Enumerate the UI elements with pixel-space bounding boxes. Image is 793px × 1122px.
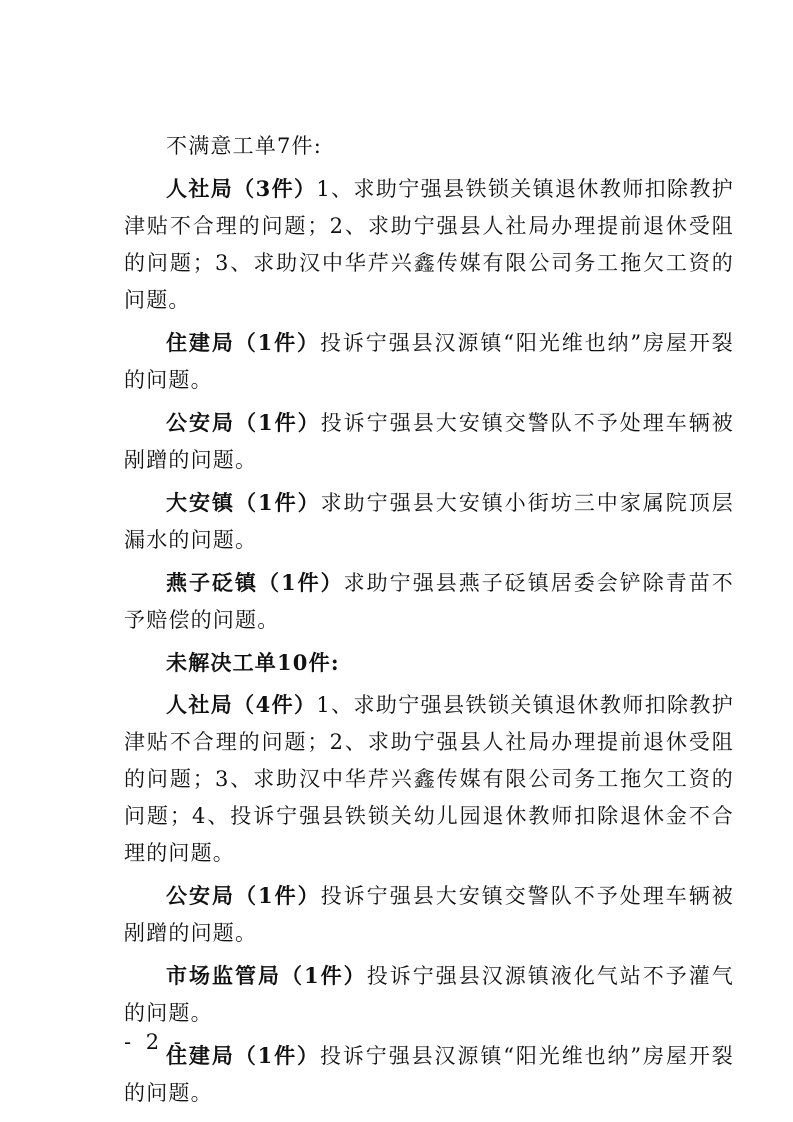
unit-label: 人社局（4件） bbox=[166, 692, 317, 717]
item-text: 投诉宁强县汉源镇“阳光维也纳”房屋开裂的问题。 bbox=[124, 1044, 734, 1105]
unit-label: 大安镇（1件） bbox=[166, 490, 321, 515]
item-zhujian-unsatisfied bbox=[124, 324, 734, 399]
page-number: - 2 - bbox=[124, 1030, 185, 1054]
item-renshe-unresolved bbox=[124, 686, 734, 872]
document-body bbox=[124, 128, 734, 1112]
item-yanzibian-unsatisfied bbox=[124, 564, 734, 639]
unit-label: 住建局（1件） bbox=[166, 1043, 320, 1068]
unit-label: 公安局（1件） bbox=[166, 883, 321, 908]
unit-label: 燕子砭镇（1件） bbox=[166, 570, 344, 595]
item-renshe-unsatisfied bbox=[124, 170, 734, 319]
section-heading-unresolved: 未解决工单10件: bbox=[166, 650, 340, 675]
item-text: 求助宁强县大安镇小街坊三中家属院顶层漏水的问题。 bbox=[124, 491, 734, 552]
item-gongan-unsatisfied bbox=[124, 404, 734, 479]
unit-label: 住建局（1件） bbox=[166, 330, 320, 355]
item-text: 投诉宁强县汉源镇液化气站不予灌气的问题。 bbox=[124, 964, 734, 1025]
item-text: 1、求助宁强县铁锁关镇退休教师扣除教护津贴不合理的问题；2、求助宁强县人社局办理提前退休受阻的问题；3、求助汉中华芹兴鑫传媒有限公司务工拖欠工资的问题；4、投诉宁强县铁锁关幼儿园退休教师扣除退休金不合理的问题。 bbox=[124, 693, 734, 865]
unit-label: 人社局（3件） bbox=[166, 176, 317, 201]
item-text: 投诉宁强县汉源镇“阳光维也纳”房屋开裂的问题。 bbox=[124, 331, 734, 392]
item-daan-unsatisfied bbox=[124, 484, 734, 559]
item-text: 投诉宁强县大安镇交警队不予处理车辆被剐蹭的问题。 bbox=[124, 884, 734, 945]
item-text: 1、求助宁强县铁锁关镇退休教师扣除教护津贴不合理的问题；2、求助宁强县人社局办理提前退休受阻的问题；3、求助汉中华芹兴鑫传媒有限公司务工拖欠工资的问题。 bbox=[124, 177, 734, 312]
item-gongan-unresolved bbox=[124, 877, 734, 952]
section-heading-unsatisfied: 不满意工单7件: bbox=[166, 134, 323, 158]
unit-label: 公安局（1件） bbox=[166, 410, 321, 435]
item-text: 投诉宁强县大安镇交警队不予处理车辆被剐蹭的问题。 bbox=[124, 411, 734, 472]
item-zhujian-unresolved bbox=[124, 1037, 734, 1112]
item-text: 求助宁强县燕子砭镇居委会铲除青苗不予赔偿的问题。 bbox=[124, 571, 734, 632]
unit-label: 市场监管局（1件） bbox=[166, 963, 367, 988]
item-shichang-unresolved bbox=[124, 957, 734, 1032]
